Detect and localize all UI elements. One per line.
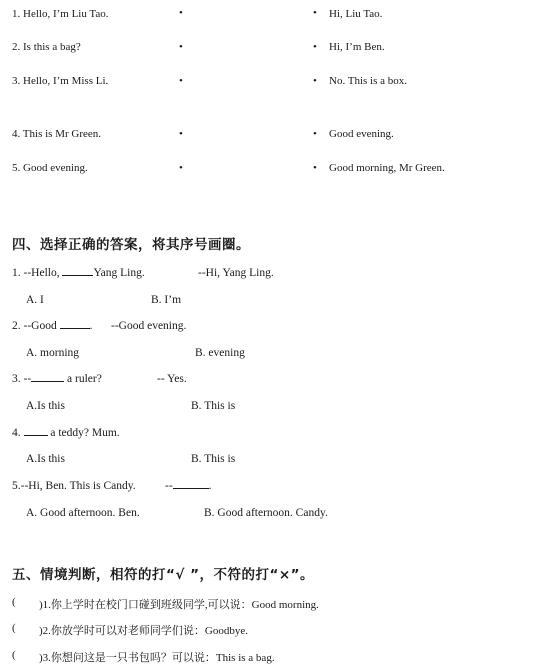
match-left-3: 3. Hello, I’m Miss Li. [12, 75, 109, 87]
match-left-1: 1. Hello, I’m Liu Tao. [12, 8, 109, 20]
question-1-text: 1. --Hello, [12, 267, 63, 279]
question-1-reply: --Hi, Yang Ling. [198, 267, 274, 279]
question-4-option-b[interactable]: B. This is [191, 453, 236, 465]
match-dot-left-5[interactable]: • [179, 162, 183, 174]
match-dot-left-1[interactable]: • [179, 7, 183, 19]
question-3 [12, 373, 102, 385]
question-3-text-end: a ruler? [64, 373, 102, 385]
question-5-reply [165, 480, 212, 492]
question-5-option-b[interactable]: B. Good afternoon. Candy. [204, 507, 328, 519]
question-4-blank[interactable] [24, 434, 48, 436]
question-2 [12, 320, 92, 332]
question-2-text-end: . [89, 320, 93, 332]
match-right-5: Good morning, Mr Green. [329, 162, 445, 174]
match-left-2: 2. Is this a bag? [12, 41, 81, 53]
match-dot-left-3[interactable]: • [179, 75, 183, 87]
question-3-blank[interactable] [31, 380, 64, 382]
match-right-4: Good evening. [329, 128, 394, 140]
question-4-option-a[interactable]: A.Is this [26, 453, 65, 465]
match-dot-left-4[interactable]: • [179, 128, 183, 140]
question-2-blank[interactable] [60, 327, 90, 329]
judge-item-2: )2.你放学时可以对老师同学们说：Goodbye. [39, 625, 248, 637]
section4-heading: 四、选择正确的答案，将其序号画圈。 [12, 237, 250, 253]
match-right-2: Hi, I’m Ben. [329, 41, 385, 53]
question-1-blank[interactable] [62, 274, 93, 276]
match-left-5: 5. Good evening. [12, 162, 88, 174]
question-5-reply-end: . [208, 480, 212, 492]
question-5-reply-text: -- [165, 480, 173, 492]
question-2-option-a[interactable]: A. morning [26, 347, 80, 359]
match-dot-right-1[interactable]: • [313, 7, 317, 19]
question-4-text-end: a teddy? Mum. [47, 427, 120, 439]
question-3-option-a[interactable]: A.Is this [26, 400, 65, 412]
judge-item-3: )3.你想问这是一只书包吗？可以说：This is a bag. [39, 652, 275, 664]
match-dot-right-4[interactable]: • [313, 128, 317, 140]
judge-paren-1[interactable]: ( [12, 596, 16, 608]
match-right-3: No. This is a box. [329, 75, 408, 87]
question-5: 5.--Hi, Ben. This is Candy. [12, 480, 136, 492]
judge-paren-2[interactable]: ( [12, 622, 16, 634]
question-3-option-b[interactable]: B. This is [191, 400, 236, 412]
question-2-option-b[interactable]: B. evening [195, 347, 245, 359]
question-3-text: 3. -- [12, 373, 32, 385]
judge-item-1: )1.你上学时在校门口碰到班级同学,可以说：Good morning. [39, 599, 319, 611]
match-left-4: 4. This is Mr Green. [12, 128, 102, 140]
section5-heading: 五、情境判断，相符的打“√ ”，不符的打“×”。 [12, 567, 315, 583]
question-1-option-a[interactable]: A. I [26, 294, 44, 306]
question-5-option-a[interactable]: A. Good afternoon. Ben. [26, 507, 140, 519]
match-dot-left-2[interactable]: • [179, 41, 183, 53]
match-dot-right-3[interactable]: • [313, 75, 317, 87]
match-dot-right-2[interactable]: • [313, 41, 317, 53]
question-1-text-end: Yang Ling. [93, 267, 145, 279]
question-2-reply: --Good evening. [111, 320, 187, 332]
question-1-option-b[interactable]: B. I’m [151, 294, 182, 306]
match-right-1: Hi, Liu Tao. [329, 8, 383, 20]
question-5-blank[interactable] [173, 487, 209, 489]
judge-paren-3[interactable]: ( [12, 649, 16, 661]
question-1 [12, 267, 145, 279]
match-dot-right-5[interactable]: • [313, 162, 317, 174]
question-4-text: 4. [12, 427, 24, 439]
question-4 [12, 427, 120, 439]
question-2-text: 2. --Good [12, 320, 60, 332]
question-3-reply: -- Yes. [157, 373, 187, 385]
